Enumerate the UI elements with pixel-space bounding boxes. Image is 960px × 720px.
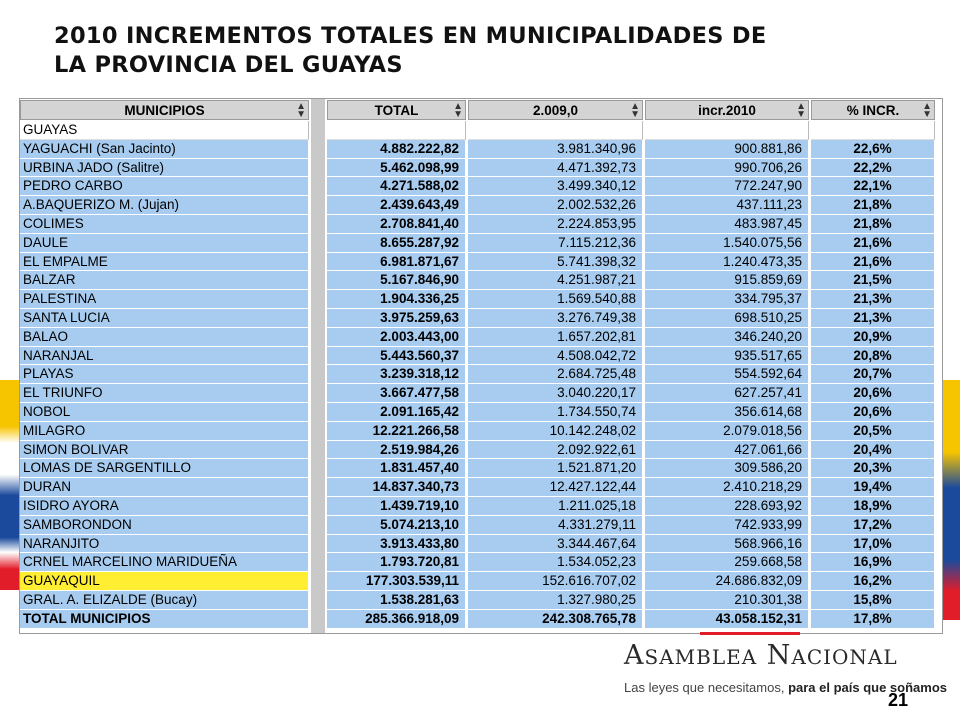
- table-cell: 259.668,58: [645, 553, 809, 572]
- table-cell: 18,9%: [811, 497, 935, 516]
- table-cell: 4.508.042,72: [468, 347, 643, 366]
- column-header-5[interactable]: [811, 100, 935, 120]
- table-cell: BALZAR: [20, 271, 309, 290]
- slide-title-line-1: 2010 INCREMENTOS TOTALES EN MUNICIPALIDADES DE: [54, 23, 767, 49]
- total-row-cell: 43.058.152,31: [645, 610, 809, 629]
- table-cell: 5.167.846,90: [327, 271, 466, 290]
- table-cell: 7.115.212,36: [468, 234, 643, 253]
- table-cell: 2.002.532,26: [468, 196, 643, 215]
- table-cell: 2.684.725,48: [468, 365, 643, 384]
- table-cell: 2.224.853,95: [468, 215, 643, 234]
- asamblea-nacional-logo: ASAMBLEA NACIONAL: [624, 640, 898, 671]
- table-cell: 17,0%: [811, 535, 935, 554]
- table-cell: 22,2%: [811, 159, 935, 178]
- table-cell: 1.211.025,18: [468, 497, 643, 516]
- table-cell: 900.881,86: [645, 140, 809, 159]
- table-cell: 16,9%: [811, 553, 935, 572]
- table-cell: GRAL. A. ELIZALDE (Bucay): [20, 591, 309, 610]
- table-cell: 22,6%: [811, 140, 935, 159]
- table-cell: 990.706,26: [645, 159, 809, 178]
- table-cell: 4.471.392,73: [468, 159, 643, 178]
- decorative-red-bar: [700, 632, 800, 635]
- table-cell: 15,8%: [811, 591, 935, 610]
- column-header-4[interactable]: [645, 100, 809, 120]
- table-cell: DURAN: [20, 478, 309, 497]
- column-header-3[interactable]: [468, 100, 643, 120]
- table-cell: 177.303.539,11: [327, 572, 466, 591]
- table-cell: 346.240,20: [645, 328, 809, 347]
- table-cell: EL TRIUNFO: [20, 384, 309, 403]
- table-cell: 21,8%: [811, 215, 935, 234]
- table-cell: 742.933,99: [645, 516, 809, 535]
- table-cell: NOBOL: [20, 403, 309, 422]
- table-cell: 20,4%: [811, 441, 935, 460]
- table-cell: 3.239.318,12: [327, 365, 466, 384]
- table-cell: 21,5%: [811, 271, 935, 290]
- table-cell: PEDRO CARBO: [20, 177, 309, 196]
- table-cell: YAGUACHI (San Jacinto): [20, 140, 309, 159]
- table-cell: 210.301,38: [645, 591, 809, 610]
- table-cell: 20,8%: [811, 347, 935, 366]
- table-cell: 12.221.266,58: [327, 422, 466, 441]
- table-cell: PLAYAS: [20, 365, 309, 384]
- table-cell: 2.519.984,26: [327, 441, 466, 460]
- table-cell: 20,5%: [811, 422, 935, 441]
- table-cell: LOMAS DE SARGENTILLO: [20, 459, 309, 478]
- table-cell: 20,6%: [811, 384, 935, 403]
- empty-cell: [327, 121, 466, 140]
- table-cell: 4.251.987,21: [468, 271, 643, 290]
- total-row-cell: 17,8%: [811, 610, 935, 629]
- table-cell: 21,6%: [811, 253, 935, 272]
- table-cell: 935.517,65: [645, 347, 809, 366]
- table-cell: 21,3%: [811, 290, 935, 309]
- page-number: 21: [888, 690, 909, 710]
- table-cell: 627.257,41: [645, 384, 809, 403]
- table-cell: 334.795,37: [645, 290, 809, 309]
- spreadsheet-table: [19, 98, 943, 634]
- sort-arrows-icon[interactable]: ▲ ▼: [453, 101, 463, 120]
- table-cell: URBINA JADO (Salitre): [20, 159, 309, 178]
- table-cell: DAULE: [20, 234, 309, 253]
- sort-arrows-icon[interactable]: ▲ ▼: [296, 101, 306, 120]
- table-cell: BALAO: [20, 328, 309, 347]
- table-cell: 20,9%: [811, 328, 935, 347]
- column-divider: [311, 99, 325, 633]
- column-header-1[interactable]: [20, 100, 309, 120]
- table-cell: 1.657.202,81: [468, 328, 643, 347]
- column-header-label: TOTAL: [374, 103, 419, 118]
- table-cell: 2.003.443,00: [327, 328, 466, 347]
- table-cell: 17,2%: [811, 516, 935, 535]
- table-cell: 2.091.165,42: [327, 403, 466, 422]
- table-cell: 1.327.980,25: [468, 591, 643, 610]
- table-cell: 1.734.550,74: [468, 403, 643, 422]
- table-cell: 4.882.222,82: [327, 140, 466, 159]
- table-cell: 5.741.398,32: [468, 253, 643, 272]
- table-cell: 554.592,64: [645, 365, 809, 384]
- total-row-cell: 285.366.918,09: [327, 610, 466, 629]
- table-cell: 5.462.098,99: [327, 159, 466, 178]
- tagline-regular: Las leyes que necesitamos,: [624, 680, 785, 695]
- table-cell: ISIDRO AYORA: [20, 497, 309, 516]
- table-cell: 1.538.281,63: [327, 591, 466, 610]
- table-cell: A.BAQUERIZO M. (Jujan): [20, 196, 309, 215]
- tagline-bold: para el país que soñamos: [788, 680, 948, 695]
- table-cell: 437.111,23: [645, 196, 809, 215]
- table-cell: 3.667.477,58: [327, 384, 466, 403]
- table-cell: 19,4%: [811, 478, 935, 497]
- table-cell: 12.427.122,44: [468, 478, 643, 497]
- table-cell: SIMON BOLIVAR: [20, 441, 309, 460]
- column-header-label: MUNICIPIOS: [124, 103, 205, 118]
- table-cell: 3.981.340,96: [468, 140, 643, 159]
- table-cell: 1.240.473,35: [645, 253, 809, 272]
- empty-cell: [811, 121, 935, 140]
- table-cell: 568.966,16: [645, 535, 809, 554]
- table-cell: 915.859,69: [645, 271, 809, 290]
- table-cell: 2.410.218,29: [645, 478, 809, 497]
- table-cell: 1.904.336,25: [327, 290, 466, 309]
- table-cell: PALESTINA: [20, 290, 309, 309]
- table-cell: 1.831.457,40: [327, 459, 466, 478]
- table-cell: SAMBORONDON: [20, 516, 309, 535]
- table-cell: 483.987,45: [645, 215, 809, 234]
- table-cell: 2.439.643,49: [327, 196, 466, 215]
- table-cell: 20,3%: [811, 459, 935, 478]
- column-header-label: incr.2010: [698, 103, 756, 118]
- table-cell: 1.793.720,81: [327, 553, 466, 572]
- table-cell: 2.092.922,61: [468, 441, 643, 460]
- table-cell: 1.534.052,23: [468, 553, 643, 572]
- table-cell: GUAYAQUIL: [20, 572, 309, 591]
- table-cell: 356.614,68: [645, 403, 809, 422]
- table-cell: 5.074.213,10: [327, 516, 466, 535]
- table-cell: 698.510,25: [645, 309, 809, 328]
- table-cell: NARANJITO: [20, 535, 309, 554]
- table-cell: 1.540.075,56: [645, 234, 809, 253]
- column-header-2[interactable]: [327, 100, 466, 120]
- sort-arrows-icon[interactable]: ▲ ▼: [922, 101, 932, 120]
- table-cell: 3.276.749,38: [468, 309, 643, 328]
- table-cell: CRNEL MARCELINO MARIDUEÑA: [20, 553, 309, 572]
- column-header-label: % INCR.: [846, 103, 900, 118]
- table-cell: 1.521.871,20: [468, 459, 643, 478]
- table-cell: 4.331.279,11: [468, 516, 643, 535]
- table-cell: 2.079.018,56: [645, 422, 809, 441]
- table-cell: 1.439.719,10: [327, 497, 466, 516]
- table-cell: 3.344.467,64: [468, 535, 643, 554]
- table-cell: 3.040.220,17: [468, 384, 643, 403]
- table-cell: 22,1%: [811, 177, 935, 196]
- table-cell: 20,7%: [811, 365, 935, 384]
- table-cell: 16,2%: [811, 572, 935, 591]
- table-cell: 21,6%: [811, 234, 935, 253]
- sort-arrows-icon[interactable]: ▲ ▼: [796, 101, 806, 120]
- table-cell: 152.616.707,02: [468, 572, 643, 591]
- table-cell: EL EMPALME: [20, 253, 309, 272]
- sort-arrows-icon[interactable]: ▲ ▼: [630, 101, 640, 120]
- table-cell: 772.247,90: [645, 177, 809, 196]
- table-cell: 228.693,92: [645, 497, 809, 516]
- table-cell: 8.655.287,92: [327, 234, 466, 253]
- table-cell: 10.142.248,02: [468, 422, 643, 441]
- slide-title-line-2: LA PROVINCIA DEL GUAYAS: [54, 52, 403, 78]
- group-label: GUAYAS: [20, 121, 309, 140]
- table-cell: 3.913.433,80: [327, 535, 466, 554]
- table-cell: 2.708.841,40: [327, 215, 466, 234]
- table-cell: 24.686.832,09: [645, 572, 809, 591]
- table-cell: SANTA LUCIA: [20, 309, 309, 328]
- table-cell: 6.981.871,67: [327, 253, 466, 272]
- table-cell: 3.499.340,12: [468, 177, 643, 196]
- table-cell: 21,3%: [811, 309, 935, 328]
- table-cell: 309.586,20: [645, 459, 809, 478]
- table-cell: 21,8%: [811, 196, 935, 215]
- table-cell: NARANJAL: [20, 347, 309, 366]
- total-row-cell: 242.308.765,78: [468, 610, 643, 629]
- empty-cell: [645, 121, 809, 140]
- table-cell: 3.975.259,63: [327, 309, 466, 328]
- total-row-cell: TOTAL MUNICIPIOS: [20, 610, 309, 629]
- table-cell: 427.061,66: [645, 441, 809, 460]
- table-cell: MILAGRO: [20, 422, 309, 441]
- table-cell: COLIMES: [20, 215, 309, 234]
- table-cell: 5.443.560,37: [327, 347, 466, 366]
- empty-cell: [468, 121, 643, 140]
- table-cell: 14.837.340,73: [327, 478, 466, 497]
- table-cell: 20,6%: [811, 403, 935, 422]
- slide-title: [54, 22, 914, 80]
- table-cell: 4.271.588,02: [327, 177, 466, 196]
- column-header-label: 2.009,0: [532, 103, 579, 118]
- table-cell: 1.569.540,88: [468, 290, 643, 309]
